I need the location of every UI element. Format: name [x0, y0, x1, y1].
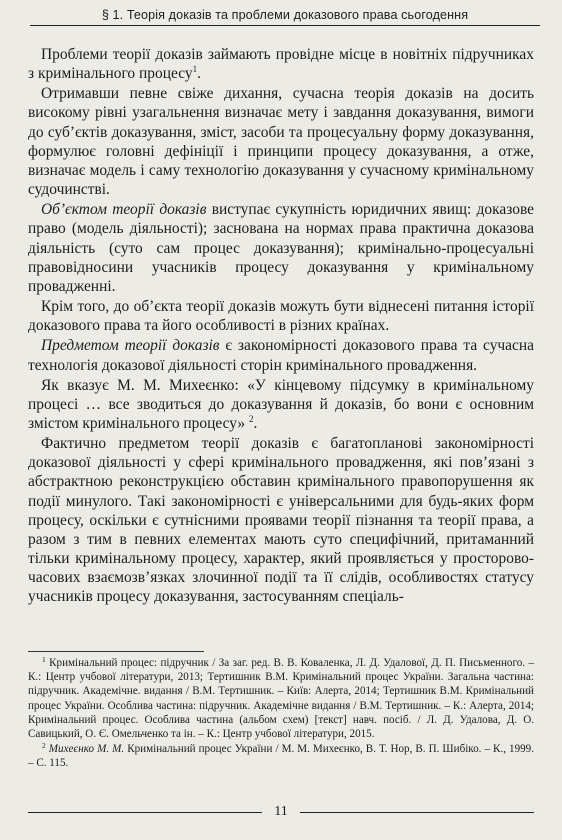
- footnote-2: $^2$ Михеєнко М. М. Кримінальний процес України / М. М. Михеєнко, В. Т. Нор, В. П. Шибіко. – К., 1999. – С. 115.: [28, 741, 534, 770]
- term-subject: Предметом теорії доказів: [41, 337, 220, 355]
- paragraph-3: Об’єктом теорії доказів виступає сукупність юридичних явищ: доказове право (модель діяльності); заснована на нормах права практична доказова діяльність (суто сам процес доказування); кримінально-процесуальні правовідносини учасників процесу доказування у кримінальному провадженні.: [28, 201, 535, 295]
- paragraph-7: Фактично предметом теорії доказів є багатопланові закономірності доказової діяльності у сфері кримінального провадження, які пов’язані з абстрактною реконструкцією обставин кримінального правопорушення як події минулого. Такі закономірності є універсальними для будь-яких форм процесу, оскільки є сутнісними проявами теорії пізнання та теорії права, а разом з тим в певних елементах мають суто специфічний, притаманний тільки кримінальному процесу, характер, який проявляється у просторово-часових взаємозв’язках злочинної події та її слідів, особливостях статусу учасників процесу доказування, застосуванням спеціаль-: [28, 435, 534, 606]
- footnote-1: $^1$ Кримінальний процес: підручник / За заг. ред. В. В. Коваленка, Л. Д. Удалової, Д. П. Письменного. – К.: Центр учбової літератури, 2013; Тертишник В.М. Кримінальний процес України. Загальна частина: підручник. Академічне. видання / В.М. Тертишник. – Київ: Алерта, 2014; Тертишник В.М. Кримінальний процес України. Особлива частина: підручник. Академічне видання / В.М. Тертишник. – К.: Алерта, 2014; Кримінальний процес. Особлива частина (альбом схем) [текст] навч. посіб. / Л. Д. Удалова, Д. О. Савицький, О. Є. Омельченко та ін. – К.: Центр учбової літератури, 2015.: [28, 655, 534, 741]
- page-number: 11: [274, 804, 288, 819]
- footnotes: [28, 656, 534, 771]
- running-header: § 1. Теорія доказів та проблеми доказового права сьогодення: [30, 8, 540, 26]
- paragraph-1: Проблеми теорії доказів займають провідне місце в новітніх підручниках з кримінального процесу$^1$.: [28, 46, 534, 83]
- term-object: Об’єктом теорії доказів: [41, 201, 207, 219]
- main-text: [28, 45, 534, 607]
- paragraph-4: Крім того, до об’єкта теорії доказів можуть бути віднесені питання історії доказового права та його особливості в різних країнах.: [28, 298, 534, 335]
- paragraph-5: Предметом теорії доказів є закономірності доказового права та сучасна технологія доказової діяльності сторін кримінального провадження.: [28, 337, 535, 374]
- paragraph-6: Як вказує М. М. Михеєнко: «У кінцевому підсумку в кримінальному процесі … все зводиться до доказування й доказів, бо вони є основним змістом кримінального процесу» $^2$.: [28, 376, 534, 432]
- footnote-ref-2[interactable]: 2: [248, 413, 254, 424]
- paragraph-2: Отримавши певне свіже дихання, сучасна теорія доказів на досить високому рівні узагальнення визначає мету і завдання доказування, вимоги до суб’єктів доказування, зміст, засоби та процесуальну форму доказування, формулює головні дефініції і принципи процесу доказування, а отже, визначає модель і саму технологію доказування у сучасному кримінальному судочинстві.: [28, 85, 534, 199]
- footnote-divider: [28, 651, 204, 652]
- footer-rule-left: [28, 812, 262, 813]
- page-footer: [28, 804, 534, 820]
- footnote-ref-1[interactable]: 1: [192, 64, 198, 75]
- footer-rule-right: [300, 812, 534, 813]
